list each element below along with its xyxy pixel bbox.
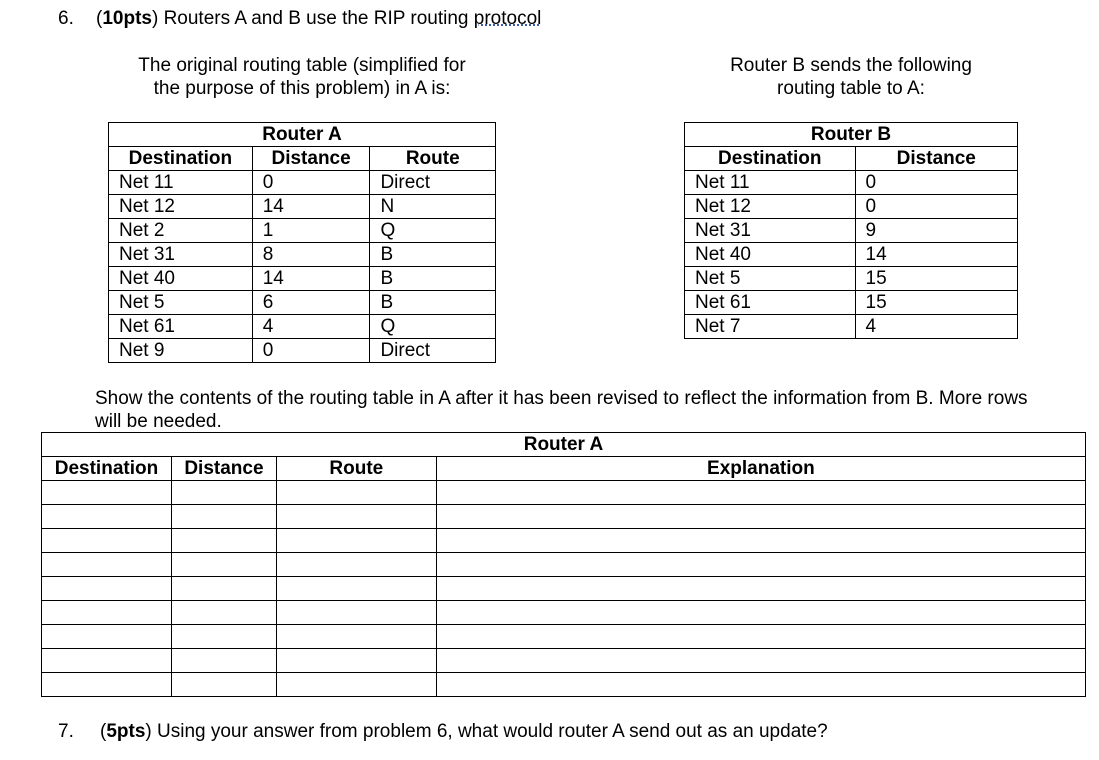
table-cell: 1 <box>252 219 370 243</box>
table-cell: Net 61 <box>109 315 253 339</box>
table-row <box>685 315 1018 339</box>
answer-cell[interactable] <box>171 553 276 577</box>
answer-cell[interactable] <box>171 673 276 697</box>
table-cell: 14 <box>855 243 1017 267</box>
answer-cell[interactable] <box>276 625 436 649</box>
answer-row <box>42 625 1086 649</box>
answer-cell[interactable] <box>42 673 172 697</box>
table-cell: B <box>370 243 496 267</box>
question-7-text: Using your answer from problem 6, what would router A send out as an update? <box>151 721 828 742</box>
answer-row <box>42 553 1086 577</box>
table-row <box>109 339 496 363</box>
answer-cell[interactable] <box>42 649 172 673</box>
protocol-word: protocol <box>473 8 542 29</box>
table-cell: Net 9 <box>109 339 253 363</box>
answer-cell[interactable] <box>276 481 436 505</box>
table-cell: 0 <box>252 171 370 195</box>
table-cell: 15 <box>855 291 1017 315</box>
intro-b-line1: Router B sends the following <box>730 55 972 76</box>
answer-table-title: Router A <box>42 433 1086 457</box>
answer-cell[interactable] <box>276 577 436 601</box>
table-cell: 0 <box>855 171 1017 195</box>
table-row <box>109 267 496 291</box>
instruction-line2: will be needed. <box>95 411 222 432</box>
answer-cell[interactable] <box>171 481 276 505</box>
question-6-points: 10pts <box>102 8 152 29</box>
answer-row <box>42 505 1086 529</box>
table-row <box>685 243 1018 267</box>
answer-row <box>42 601 1086 625</box>
table-cell: Net 31 <box>685 219 856 243</box>
question-6: 6. (10pts) Routers A and B use the RIP routing protocol <box>58 8 542 29</box>
answer-cell[interactable] <box>436 553 1085 577</box>
column-header: Destination <box>685 147 856 171</box>
column-header: Distance <box>171 457 276 481</box>
answer-cell[interactable] <box>436 577 1085 601</box>
table-row <box>685 195 1018 219</box>
answer-cell[interactable] <box>276 505 436 529</box>
answer-row <box>42 673 1086 697</box>
intro-router-a <box>112 54 492 100</box>
router-b-header-row <box>685 147 1018 171</box>
column-header: Distance <box>855 147 1017 171</box>
table-cell: 0 <box>252 339 370 363</box>
table-cell: 4 <box>855 315 1017 339</box>
answer-cell[interactable] <box>171 505 276 529</box>
table-row <box>109 315 496 339</box>
table-cell: 4 <box>252 315 370 339</box>
answer-cell[interactable] <box>436 529 1085 553</box>
answer-cell[interactable] <box>276 673 436 697</box>
table-cell: Net 7 <box>685 315 856 339</box>
answer-cell[interactable] <box>171 529 276 553</box>
answer-cell[interactable] <box>436 505 1085 529</box>
router-b-table <box>684 122 1018 339</box>
answer-cell[interactable] <box>42 505 172 529</box>
table-row <box>109 195 496 219</box>
table-cell: Direct <box>370 339 496 363</box>
router-a-table-title: Router A <box>109 123 496 147</box>
answer-cell[interactable] <box>436 601 1085 625</box>
answer-row <box>42 481 1086 505</box>
question-7: 7. (5pts) Using your answer from problem 6, what would router A send out as an update? <box>58 721 828 742</box>
table-cell: Q <box>370 219 496 243</box>
answer-cell[interactable] <box>436 673 1085 697</box>
table-cell: 15 <box>855 267 1017 291</box>
question-6-number: 6. <box>58 8 74 29</box>
router-a-table <box>108 122 496 363</box>
answer-cell[interactable] <box>171 649 276 673</box>
table-cell: Net 2 <box>109 219 253 243</box>
intro-a-line1: The original routing table (simplified for <box>138 55 466 76</box>
table-row <box>685 291 1018 315</box>
table-row <box>109 171 496 195</box>
column-header: Explanation <box>436 457 1085 481</box>
table-cell: 8 <box>252 243 370 267</box>
router-a-header-row <box>109 147 496 171</box>
table-cell: Net 5 <box>109 291 253 315</box>
column-header: Route <box>276 457 436 481</box>
table-cell: Net 40 <box>109 267 253 291</box>
table-row <box>109 243 496 267</box>
table-cell: Net 40 <box>685 243 856 267</box>
table-row <box>685 219 1018 243</box>
table-cell: 14 <box>252 267 370 291</box>
answer-row <box>42 649 1086 673</box>
column-header: Route <box>370 147 496 171</box>
table-cell: Net 11 <box>109 171 253 195</box>
table-cell: 0 <box>855 195 1017 219</box>
answer-cell[interactable] <box>171 625 276 649</box>
answer-cell[interactable] <box>42 625 172 649</box>
table-cell: 6 <box>252 291 370 315</box>
answer-cell[interactable] <box>42 529 172 553</box>
answer-cell[interactable] <box>436 649 1085 673</box>
answer-row <box>42 577 1086 601</box>
question-7-number: 7. <box>58 721 74 742</box>
answer-cell[interactable] <box>276 649 436 673</box>
question-7-points: 5pts <box>106 721 146 742</box>
column-header: Destination <box>109 147 253 171</box>
answer-cell[interactable] <box>276 601 436 625</box>
question-6-text: Routers A and B use the RIP routing <box>158 8 474 29</box>
instruction-text <box>95 387 1095 433</box>
table-row <box>109 291 496 315</box>
answer-cell[interactable] <box>42 577 172 601</box>
table-cell: 9 <box>855 219 1017 243</box>
table-cell: Q <box>370 315 496 339</box>
router-a-body <box>109 171 496 363</box>
answer-body <box>42 481 1086 697</box>
answer-cell[interactable] <box>436 481 1085 505</box>
router-b-table-title: Router B <box>685 123 1018 147</box>
answer-cell[interactable] <box>42 481 172 505</box>
table-cell: Net 12 <box>685 195 856 219</box>
router-b-body <box>685 171 1018 339</box>
table-row <box>685 171 1018 195</box>
table-row <box>685 267 1018 291</box>
answer-cell[interactable] <box>42 553 172 577</box>
answer-table <box>41 432 1086 697</box>
answer-cell[interactable] <box>171 577 276 601</box>
table-cell: Net 31 <box>109 243 253 267</box>
instruction-line1: Show the contents of the routing table in A after it has been revised to reflect the information from B. More rows <box>95 388 1028 409</box>
table-cell: B <box>370 267 496 291</box>
table-cell: Net 61 <box>685 291 856 315</box>
table-cell: N <box>370 195 496 219</box>
table-cell: Net 5 <box>685 267 856 291</box>
table-cell: B <box>370 291 496 315</box>
intro-b-line2: routing table to A: <box>777 78 925 99</box>
answer-cell[interactable] <box>276 553 436 577</box>
answer-cell[interactable] <box>42 601 172 625</box>
table-cell: Direct <box>370 171 496 195</box>
column-header: Destination <box>42 457 172 481</box>
answer-cell[interactable] <box>276 529 436 553</box>
answer-cell[interactable] <box>436 625 1085 649</box>
intro-router-b <box>686 54 1016 100</box>
table-cell: Net 11 <box>685 171 856 195</box>
answer-header-row <box>42 457 1086 481</box>
answer-row <box>42 529 1086 553</box>
table-cell: Net 12 <box>109 195 253 219</box>
table-row <box>109 219 496 243</box>
intro-a-line2: the purpose of this problem) in A is: <box>153 78 451 99</box>
column-header: Distance <box>252 147 370 171</box>
answer-cell[interactable] <box>171 601 276 625</box>
table-cell: 14 <box>252 195 370 219</box>
